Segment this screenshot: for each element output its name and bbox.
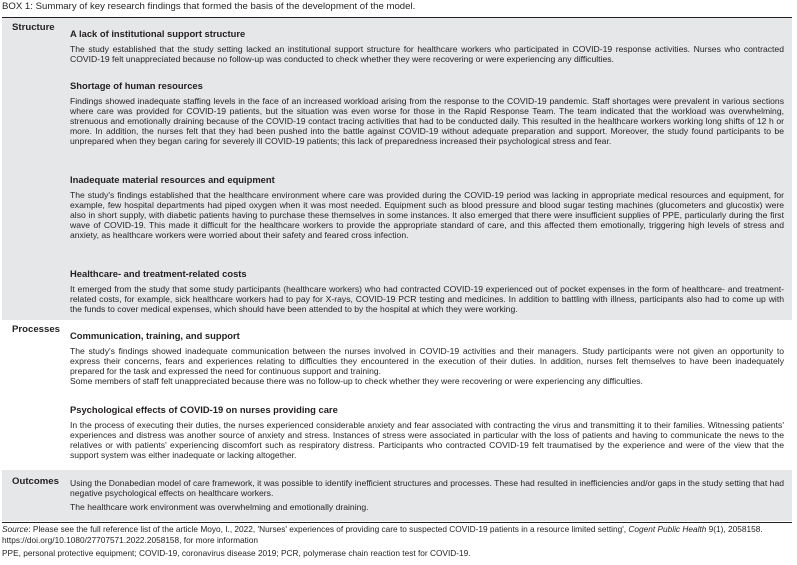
section-text: In the process of executing their duties, the nurses experienced considerable anxiety and fear associated with contracting the virus and transmitting it to their families. Witnessing patients' experiences and distress was another source of anxiety and stress. Instances of stress were associated in particular with the loss of patients and having to communicate the news to the relatives or with patients' experiencing discomfort such as respiratory distress. Participants who contracted COVID-19 felt traumatised by the experience and were of the view that the support system was either inadequate or lacking altogether.: [70, 420, 784, 461]
processes-row: [2, 320, 792, 470]
source-label: Source: [2, 524, 29, 534]
structure-section-2: [70, 80, 784, 146]
outcomes-row: [2, 470, 792, 521]
processes-section-2: [70, 404, 784, 460]
processes-section-1: [70, 330, 784, 386]
structure-row: [2, 18, 792, 320]
section-text: The study established that the study setting lacked an institutional support structure for healthcare workers who participated in COVID-19 response activities. Nurses who contracted COVID-19 felt unappreciated because no follow-up was conducted to check whether they were recovering or were experiencing any difficulties.: [70, 44, 784, 65]
box-title: BOX 1: Summary of key research findings that formed the basis of the development of the model.: [2, 1, 416, 12]
section-heading: Communication, training, and support: [70, 330, 240, 341]
outcomes-text-2: The healthcare work environment was overwhelming and emotionally draining.: [70, 502, 369, 513]
section-text: Findings showed inadequate staffing levels in the face of an increased workload arising from the response to the COVID-19 pandemic. Staff shortages were prevalent in various sections where care was provided for COVID-19 patients, but the situation was even worse for those in the Rapid Response Team. The team indicated that the workload was overwhelming, strenuous and emotionally draining because of the COVID-19 contact tracing activities that had to be conducted daily. This resulted in the healthcare workers working long shifts of 12 h or more. In addition, the nurses felt that they had been pushed into the battle against COVID-19 without adequate preparation and support. Moreover, the study found participants to be unprepared when they began caring for severely ill COVID-19 patients; this lack of preparedness increased their psychological stress and fear.: [70, 96, 784, 147]
abbreviations-note: PPE, personal protective equipment; COVID-19, coronavirus disease 2019; PCR, polymerase chain reaction test for COVID-19.: [2, 548, 471, 558]
source-text: : Please see the full reference list of the article Moyo, I., 2022, 'Nurses' experiences of providing care to suspected COVID-19 patients in a resource limited setting',: [28, 524, 629, 534]
outcomes-label: Outcomes: [12, 476, 59, 487]
structure-label: Structure: [12, 22, 55, 33]
section-text: The study's findings showed inadequate communication between the nurses involved in COVID-19 activities and their managers. Study participants were not given an opportunity to express their concerns, fears and experiences relating to difficulties they encountered in the execution of their duties. In addition, nurses felt themselves to have been inadequately prepared for the task and expressed the need for continuous support and training.: [70, 346, 784, 377]
outcomes-text: Using the Donabedian model of care framework, it was possible to identify inefficient structures and processes. These had resulted in inefficiencies and/or gaps in the study setting that had negative psychological effects on healthcare workers.: [70, 478, 784, 499]
processes-label: Processes: [12, 324, 61, 335]
section-text: It emerged from the study that some study participants (healthcare workers) who had contracted COVID-19 experienced out of pocket expenses in the form of healthcare- and treatment-related costs, for example, sick healthcare workers had to pay for X-rays, COVID-19 PCR testing and medicines. In addition to battling with illness, participants also had to come up with the funds to cover medical expenses, which should have been attended to by the hospital at which they were working.: [70, 284, 784, 315]
section-heading: Shortage of human resources: [70, 80, 203, 91]
section-heading: Inadequate material resources and equipment: [70, 174, 275, 185]
source-text-after: 9(1), 2058158. https://doi.org/10.1080/27707571.2022.2058158, for more information: [2, 524, 763, 545]
findings-table: [2, 17, 792, 523]
structure-section-1: [70, 28, 784, 64]
section-heading: A lack of institutional support structure: [70, 28, 246, 39]
outcomes-section: [70, 478, 784, 512]
section-text-2: Some members of staff felt unappreciated because there was no follow-up to check whether they were recovering or were experiencing any difficulties.: [70, 376, 643, 387]
structure-section-3: [70, 174, 784, 240]
structure-section-4: [70, 268, 784, 314]
source-note: [2, 524, 792, 545]
section-heading: Psychological effects of COVID-19 on nurses providing care: [70, 404, 338, 415]
section-heading: Healthcare- and treatment-related costs: [70, 268, 247, 279]
section-text: The study's findings established that the healthcare environment where care was provided during the COVID-19 period was lacking in appropriate medical resources and equipment, for example, few hospital departments had piped oxygen when it was most needed. Equipment such as blood pressure and blood sugar testing machines (glucometers and glucostix) were also in short supply, with diabetic patients having to purchase these themselves in some instances. It also emerged that there were insufficient supplies of PPE, particularly during the first wave of COVID-19. This made it difficult for the healthcare workers to provide the appropriate standard of care, and this affected them emotionally, triggering high levels of stress and anxiety, as healthcare workers were worried about their safety and feared cross infection.: [70, 190, 784, 241]
journal-name: Cogent Public Health: [628, 524, 707, 534]
